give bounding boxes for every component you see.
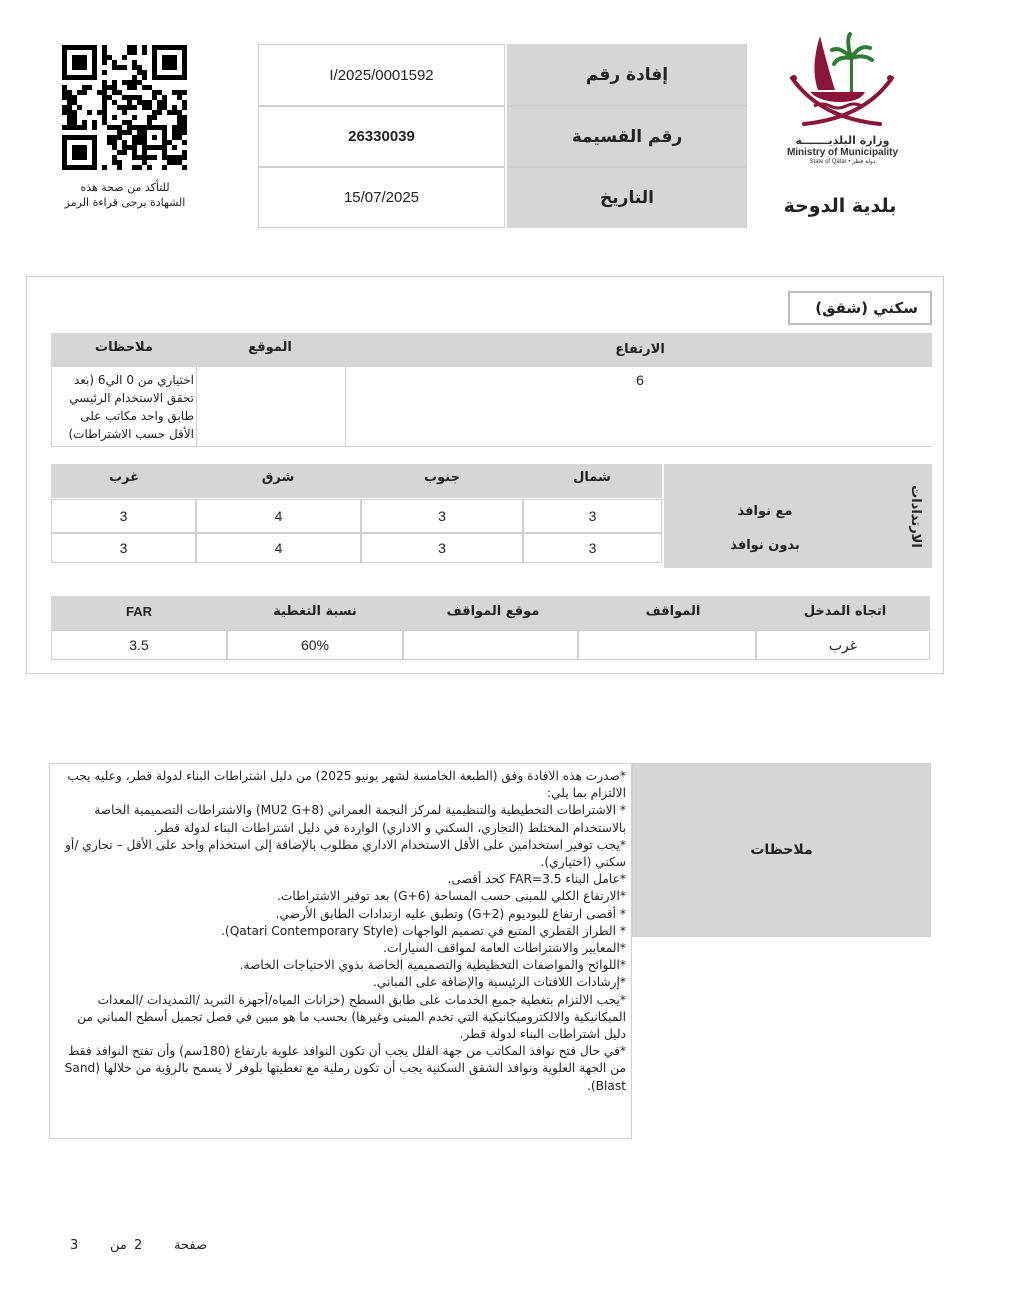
note-line: *عامل البناء FAR=3.5 كحد أقصى. bbox=[447, 872, 626, 887]
note-line: *في حال فتح نوافذ المكاتب من جهة الفلل يجب أن تكون النوافذ علوية بارتفاع (180سم) وأن تفتح النوافذ فقط من الجهة العلوية ونوافذ الشقق السكنية يجب أن تكون رملية مع تغطيتها بلوفر لا يسمح بالرؤية من خلالها (Sand Blast). bbox=[64, 1044, 626, 1093]
notes-content bbox=[49, 763, 632, 1139]
state-name: State of Qatar • دولة قطر bbox=[809, 159, 876, 165]
note-line: *صدرت هذه الافادة وفق (الطبعة الخامسة لشهر يونيو 2025) من دليل اشتراطات البناء لدولة قطر، وعليه يجب الالتزام بما يلي: bbox=[67, 769, 626, 801]
height-value: 6 bbox=[636, 372, 644, 388]
parking-location-value bbox=[403, 630, 578, 660]
header-height: الارتفاع bbox=[615, 342, 665, 357]
ministry-name-en: Ministry of Municipality bbox=[786, 147, 899, 158]
note-line: *يجب توفير استخدامين على الأقل الاستخدام الاداري مطلوب بالإضافة إلى استخدام واحد على الأقل – تجاري /أو سكني (اختياري). bbox=[65, 837, 626, 870]
row-label-with-windows: مع نوافذ bbox=[737, 504, 793, 519]
note-line: *الارتفاع الكلي للمبنى حسب المساحة (G+6) بعد توفير الاشتراطات. bbox=[277, 889, 626, 904]
height-notes-value: اختياري من 0 الي6 (بعد تحقق الاستخدام الرئيسي طابق واحد مكاتب على الأقل حسب الاشتراطات) bbox=[68, 373, 194, 441]
qr-caption-line2: الشهادة يرجى قراءة الرمز bbox=[64, 196, 186, 209]
header-parking: المواقف bbox=[645, 604, 701, 619]
page-total: 3 bbox=[70, 1238, 79, 1253]
notes-label-cell: ملاحظات bbox=[632, 763, 931, 937]
ministry-name-ar: وزارة البلديـــــــة bbox=[795, 134, 890, 147]
header-parking-location: موقع المواقف bbox=[446, 604, 540, 619]
header-entrance: اتجاه المدخل bbox=[803, 604, 887, 619]
note-line: * أقصى ارتفاع للبوديوم (G+2) وتطبق عليه ارتدادات الطابق الأرضي. bbox=[275, 906, 626, 921]
height-value-cell bbox=[345, 367, 346, 447]
date-value: 15/07/2025 bbox=[258, 167, 505, 228]
qr-code bbox=[62, 45, 187, 170]
emblem-icon bbox=[780, 28, 905, 128]
page-footer bbox=[66, 1238, 226, 1258]
header-notes: ملاحظات bbox=[95, 340, 153, 355]
setbacks-side-label: الارتدادات bbox=[907, 484, 923, 548]
setback-with-windows-east: 4 bbox=[196, 499, 361, 533]
location-divider bbox=[196, 367, 197, 447]
ministry-logo bbox=[780, 28, 905, 173]
qr-code-icon bbox=[62, 45, 187, 170]
header-far: FAR bbox=[126, 604, 152, 619]
coverage-value: 60% bbox=[227, 630, 403, 660]
setback-without-windows-north: 3 bbox=[523, 533, 662, 563]
page-number: 2 bbox=[134, 1238, 143, 1253]
note-line: *اللوائح والمواصفات التخطيطية والتصميمية الخاصة بذوي الاحتياجات الخاصة. bbox=[239, 958, 626, 973]
note-line: *يجب الالتزام بتغطية جميع الخدمات على طابق السطح (خزانات المياه/أجهزة التبريد /التمديدات /المعدات الميكانيكية والالكتروميكانيكية التي تخدم المبنى وغيرها) بحسب ما هو مبين في فصل تجميل أسطح المباني من دليل اشتراطات البناء لدولة قطر. bbox=[77, 992, 626, 1042]
far-value: 3.5 bbox=[51, 630, 227, 660]
setback-without-windows-west: 3 bbox=[51, 533, 196, 563]
setback-with-windows-west: 3 bbox=[51, 499, 196, 533]
header-north: شمال bbox=[573, 470, 611, 485]
plot-value: 26330039 bbox=[258, 106, 505, 167]
header-coverage: نسبة التغطية bbox=[273, 604, 357, 619]
setback-without-windows-south: 3 bbox=[361, 533, 523, 563]
date-label: التاريخ bbox=[507, 167, 747, 228]
qr-caption-line1: للتأكد من صحة هذه bbox=[80, 181, 170, 194]
note-line: *إرشادات اللافتات الرئيسية والإضافة على المباني. bbox=[372, 975, 626, 990]
header-location: الموقع bbox=[248, 340, 292, 355]
reference-value: I/2025/0001592 bbox=[258, 44, 505, 106]
municipality-name: بلدية الدوحة bbox=[783, 195, 897, 217]
qr-caption bbox=[40, 180, 210, 210]
note-line: * الاشتراطات التخطيطية والتنظيمية لمركز النجمة العمراني (MU2 G+8) والاشتراطات التصميمية الخاصة بالاستخدام المختلط (التجاري، السكني و الاداري) الواردة في دليل اشتراطات البناء لدولة قطر. bbox=[94, 803, 626, 835]
header-south: جنوب bbox=[424, 470, 460, 485]
parking-value bbox=[578, 630, 756, 660]
page-label: صفحة bbox=[174, 1238, 207, 1253]
page-of-label: من bbox=[110, 1238, 127, 1253]
header-east: شرق bbox=[261, 470, 295, 485]
setback-with-windows-south: 3 bbox=[361, 499, 523, 533]
note-line: *المعايير والاشتراطات العامة لمواقف السيارات. bbox=[383, 941, 626, 956]
note-line: * الطراز القطري المتبع في تصميم الواجهات (Qatari Contemporary Style). bbox=[221, 923, 626, 938]
notes-left-border bbox=[51, 367, 52, 447]
plot-label: رقم القسيمة bbox=[507, 106, 747, 167]
setback-without-windows-east: 4 bbox=[196, 533, 361, 563]
entrance-value: غرب bbox=[756, 630, 930, 660]
reference-label: إفادة رقم bbox=[507, 44, 747, 106]
setback-with-windows-north: 3 bbox=[523, 499, 662, 533]
zone-title: سكني (شقق) bbox=[788, 291, 932, 325]
header-west: غرب bbox=[108, 470, 140, 485]
row-label-without-windows: بدون نوافذ bbox=[730, 538, 800, 553]
